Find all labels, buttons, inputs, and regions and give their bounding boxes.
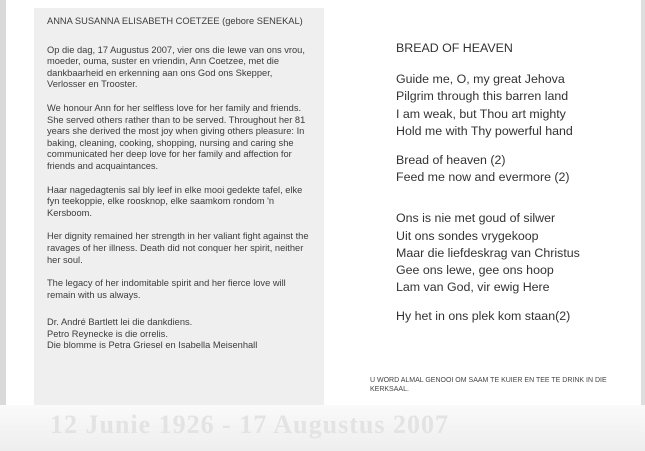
hymn-line: Guide me, O, my great Jehova xyxy=(396,72,565,87)
hymn-line: Ons is nie met goud of silwer xyxy=(396,211,556,226)
hymn-line: Hold me with Thy powerful hand xyxy=(396,123,573,138)
hymn-line: Feed me now and evermore (2) xyxy=(396,170,570,185)
bleed-through-text: 12 Junie 1926 - 17 Augustus 2007 xyxy=(50,410,449,439)
paragraph-nagedagtenis: Haar nagedagtenis sal bly leef in elke mooi gedekte tafel, elke fyn teekoppie, elke roosknop, elke saamkom rondom 'n Kersboom. xyxy=(47,184,303,218)
hymn-line: Bread of heaven (2) xyxy=(396,153,506,168)
hymn-title: BREAD OF HEAVEN xyxy=(396,41,513,55)
hymn-closing xyxy=(396,308,636,325)
paragraph-dignity: Her dignity remained her strength in her valiant fight against the ravages of her illness. Death did not conquer her spirit, neither her soul. xyxy=(47,231,309,265)
hymn-line: Pilgrim through this barren land xyxy=(396,89,569,104)
credit-minister: Dr. André Bartlett lei die dankdiens. xyxy=(47,317,193,328)
paragraph-legacy: The legacy of her indomitable spirit and her fierce love will remain with us always. xyxy=(47,278,286,300)
hymn-column xyxy=(396,40,636,338)
tea-invitation-note: U WORD ALMAL GENOOI OM SAAM TE KUIER EN TEE TE DRINK IN DIE KERKSAAL. xyxy=(370,377,607,394)
hymn-stanza-afrikaans xyxy=(396,210,636,296)
hymn-line: Maar die liefdeskrag van Christus xyxy=(396,245,580,260)
deceased-name-heading: ANNA SUSANNA ELISABETH COETZEE (gebore SENEKAL) xyxy=(47,16,303,26)
page-right-edge xyxy=(641,0,645,451)
service-credits xyxy=(47,317,309,352)
page-left-edge xyxy=(0,0,6,451)
hymn-stanza-1 xyxy=(396,71,636,140)
paragraph-honour: We honour Ann for her selfless love for her family and friends. She served others rather than to be served. Throughout her 81 years she derived the most joy when giving others pleasure: In baking, cleaning, cooking, shopping, nursing and caring she communicated her deep love for her family and affection for friends and acquaintances. xyxy=(47,102,306,171)
hymn-chorus xyxy=(396,152,636,186)
credit-organist: Petro Reynecke is die orrelis. xyxy=(47,328,168,339)
credit-flowers: Die blomme is Petra Griesel en Isabella Meisenhall xyxy=(47,340,258,351)
hymn-line: Uit ons sondes vrygekoop xyxy=(396,228,539,243)
hymn-line: I am weak, but Thou art mighty xyxy=(396,106,566,121)
hymn-line: Lam van God, vir ewig Here xyxy=(396,280,550,295)
hymn-line: Hy het in ons plek kom staan(2) xyxy=(396,309,571,324)
paragraph-afrikaans-intro: Op die dag, 17 Augustus 2007, vier ons die lewe van ons vrou, moeder, ouma, suster en vriendin, Ann Coetzee, met die dankbaarheid en erkenning aan ons God ons Skepper, Verlosser en Trooster. xyxy=(47,44,305,90)
hymn-line: Gee ons lewe, gee ons hoop xyxy=(396,263,554,278)
obituary-column xyxy=(47,16,309,352)
